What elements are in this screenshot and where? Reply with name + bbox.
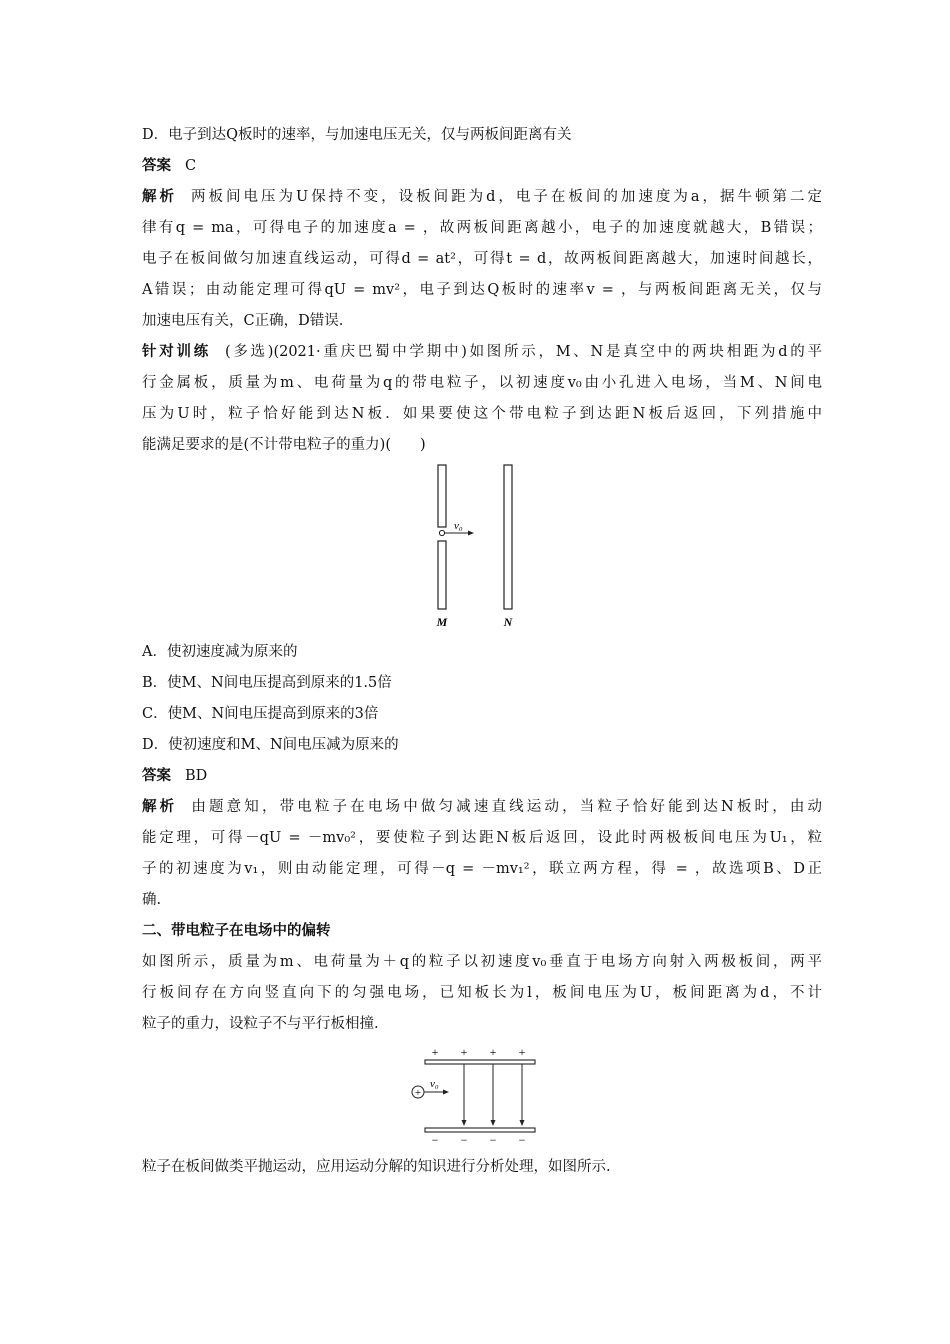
analysis-line: 能定理，可得－qU = －mv₀²，要使粒子到达距N板后返回，设此时两极板间电压为U₁，粒 (142, 830, 822, 846)
plate-m-label: M (436, 615, 448, 629)
answer-label: 答案 (142, 158, 171, 174)
plus-sign: + (460, 1045, 468, 1059)
arrow-right-icon (468, 531, 474, 536)
analysis-line: 由题意知，带电粒子在电场中做匀减速直线运动，当粒子恰好能到达N板时，由动 (191, 799, 823, 815)
velocity-label: v₀ (454, 520, 463, 532)
minus-sign: − (489, 1133, 497, 1147)
section-body (142, 947, 822, 1040)
plate-m (438, 465, 446, 609)
answer-label: 答案 (142, 768, 171, 784)
answer-1 (142, 151, 822, 182)
plate-n (504, 465, 512, 609)
plate-n-label: N (503, 615, 513, 629)
plus-signs (432, 1045, 526, 1059)
analysis-1 (142, 182, 822, 337)
plus-sign: + (489, 1045, 497, 1059)
arrow-right-icon (443, 1090, 449, 1095)
bottom-plate (425, 1128, 535, 1132)
answer-value: BD (185, 768, 208, 784)
analysis-label: 解析 (142, 189, 177, 205)
analysis-line: 律有q = ma，可得电子的加速度a = ，故两板间距离越小，电子的加速度就越大，B错误； (142, 220, 822, 236)
arrow-down-icons (462, 1120, 525, 1126)
analysis-line: 电子在板间做匀加速直线运动，可得d = at²，可得t = d，故两板间距离越大，加速时间越长， (142, 251, 822, 267)
particle-charge: + (414, 1087, 422, 1099)
section-line: 粒子的重力，设粒子不与平行板相撞. (142, 1016, 379, 1032)
option-b: B．使M、N间电压提高到原来的1.5倍 (142, 675, 392, 691)
training-question (142, 337, 822, 461)
question-line: 能满足要求的是(不计带电粒子的重力)( ) (142, 437, 426, 453)
section-line: 如图所示，质量为m、电荷量为＋q的粒子以初速度v₀垂直于电场方向射入两极板间，两平 (142, 954, 822, 970)
analysis-line: 两板间电压为U保持不变，设板间距为d，电子在板间的加速度为a，据牛顿第二定 (191, 189, 822, 205)
option-c: C．使M、N间电压提高到原来的3倍 (142, 706, 379, 722)
document-page (142, 120, 822, 1183)
minus-sign: − (460, 1133, 468, 1147)
analysis-line: 子的初速度为v₁，则由动能定理，可得－q = －mv₁²，联立两方程，得 = ，故选项B、D正 (142, 861, 822, 877)
analysis-line: 确. (142, 892, 162, 908)
field-lines (464, 1064, 522, 1120)
minus-sign: − (518, 1133, 526, 1147)
options-list (142, 637, 822, 761)
option-d-prev: D．电子到达Q板时的速率，与加速电压无关，仅与两板间距离有关 (142, 127, 572, 143)
minus-signs (432, 1133, 526, 1147)
closing-line: 粒子在板间做类平抛运动，应用运动分解的知识进行分析处理，如图所示. (142, 1159, 611, 1175)
analysis-line: 加速电压有关，C正确，D错误. (142, 313, 344, 329)
particle-icon (439, 530, 444, 535)
option-d: D．使初速度和M、N间电压减为原来的 (142, 737, 399, 753)
section-heading: 二、带电粒子在电场中的偏转 (142, 923, 331, 939)
plus-sign: + (431, 1045, 439, 1059)
answer-2 (142, 761, 822, 792)
option-a: A．使初速度减为原来的 (142, 644, 298, 660)
minus-sign: − (431, 1133, 439, 1147)
plates-figure (142, 461, 822, 637)
training-label: 针对训练 (142, 344, 211, 360)
question-line: 行金属板，质量为m、电荷量为q的带电粒子，以初速度v₀由小孔进入电场，当M、N间电 (142, 375, 822, 391)
question-line: 压为U时，粒子恰好能到达N板．如果要使这个带电粒子到达距N板后返回，下列措施中 (142, 406, 822, 422)
analysis-2 (142, 792, 822, 916)
top-plate (425, 1060, 535, 1064)
analysis-label: 解析 (142, 799, 178, 815)
velocity-label: v₀ (430, 1078, 439, 1090)
question-line: (多选)(2021·重庆巴蜀中学期中)如图所示，M、N是真空中的两块相距为d的平 (224, 344, 823, 360)
plus-sign: + (518, 1045, 526, 1059)
analysis-line: A错误；由动能定理可得qU = mv²，电子到达Q板时的速率v = ，与两板间距离无关，仅与 (142, 282, 822, 298)
answer-value: C (185, 158, 197, 174)
field-figure (142, 1040, 822, 1152)
section-line: 行板间存在方向竖直向下的匀强电场，已知板长为l，板间电压为U，板间距离为d，不计 (142, 985, 822, 1001)
